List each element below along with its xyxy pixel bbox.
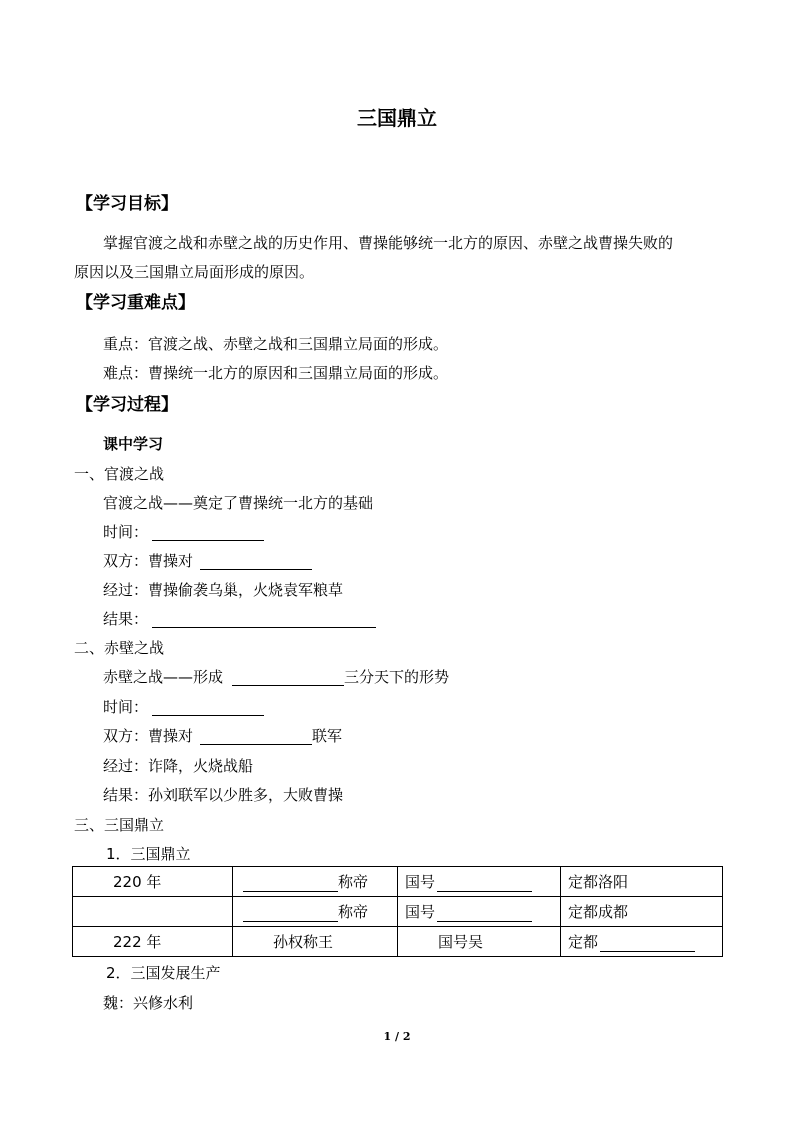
part2-process: 经过：诈降，火烧战船 xyxy=(103,757,254,775)
row3-capital-label: 定都 xyxy=(568,933,599,951)
part2-time-blank[interactable] xyxy=(152,715,264,716)
table-cell xyxy=(398,927,561,957)
table-cell xyxy=(233,897,398,927)
part1-heading: 一、官渡之战 xyxy=(74,465,165,483)
row3-year: 222 年 xyxy=(113,933,162,951)
part2-result: 结果：孙刘联军以少胜多，大败曹操 xyxy=(103,786,344,804)
table-row xyxy=(73,867,723,897)
part2-sides-blank[interactable] xyxy=(200,744,312,745)
part2-time-label: 时间： xyxy=(103,698,149,716)
part3-sub2: 2．三国发展生产 xyxy=(106,964,221,982)
part1-intro: 官渡之战——奠定了曹操统一北方的基础 xyxy=(103,494,374,512)
part1-sides-blank[interactable] xyxy=(200,569,312,570)
part1-process: 经过：曹操偷袭乌巢，火烧袁军粮草 xyxy=(103,581,344,599)
row1-title-suffix: 称帝 xyxy=(338,873,369,891)
part3-sub1: 1．三国鼎立 xyxy=(106,845,191,863)
section-heading-objectives: 【学习目标】 xyxy=(76,194,178,214)
table-cell xyxy=(398,897,561,927)
row3-title: 孙权称王 xyxy=(273,933,334,951)
part1-sides-label: 双方：曹操对 xyxy=(103,552,194,570)
table-cell xyxy=(73,897,233,927)
part2-heading: 二、赤壁之战 xyxy=(74,639,165,657)
objectives-line-1: 掌握官渡之战和赤壁之战的历史作用、曹操能够统一北方的原因、赤壁之战曹操失败的 xyxy=(103,234,674,252)
table-cell xyxy=(233,927,398,957)
row2-country-blank[interactable] xyxy=(437,921,532,922)
row1-emperor-blank[interactable] xyxy=(243,891,338,892)
page-number: 1 / 2 xyxy=(383,1030,411,1043)
subheading-in-class: 课中学习 xyxy=(103,435,164,453)
part1-result-label: 结果： xyxy=(103,610,149,628)
table-cell xyxy=(561,867,723,897)
row1-capital: 定都洛阳 xyxy=(568,873,629,891)
row3-country: 国号吴 xyxy=(438,933,484,951)
part1-time-label: 时间： xyxy=(103,523,149,541)
part1-time-blank[interactable] xyxy=(152,540,264,541)
row1-year: 220 年 xyxy=(113,873,162,891)
section-heading-process: 【学习过程】 xyxy=(76,395,178,415)
table-cell xyxy=(561,927,723,957)
table-row xyxy=(73,927,723,957)
part2-sides-suffix: 联军 xyxy=(312,727,343,745)
row1-country-blank[interactable] xyxy=(437,891,532,892)
page-title: 三国鼎立 xyxy=(357,106,437,130)
table-cell xyxy=(73,927,233,957)
part2-intro-suffix: 三分天下的形势 xyxy=(344,668,450,686)
section-heading-key-points: 【学习重难点】 xyxy=(76,293,195,313)
part3-heading: 三、三国鼎立 xyxy=(74,816,165,834)
part2-sides-label: 双方：曹操对 xyxy=(103,727,194,745)
row1-country-label: 国号 xyxy=(405,873,436,891)
row2-country-label: 国号 xyxy=(405,903,436,921)
table-cell xyxy=(233,867,398,897)
part2-intro-prefix: 赤壁之战——形成 xyxy=(103,668,224,686)
row3-capital-blank[interactable] xyxy=(600,951,695,952)
part3-wei: 魏：兴修水利 xyxy=(103,994,194,1012)
difficulty-text: 难点：曹操统一北方的原因和三国鼎立局面的形成。 xyxy=(103,364,449,382)
table-cell xyxy=(73,867,233,897)
table-row xyxy=(73,897,723,927)
part1-result-blank[interactable] xyxy=(152,627,376,628)
table-cell xyxy=(561,897,723,927)
row2-title-suffix: 称帝 xyxy=(338,903,369,921)
row2-emperor-blank[interactable] xyxy=(243,921,338,922)
objectives-line-2: 原因以及三国鼎立局面形成的原因。 xyxy=(74,263,315,281)
table-cell xyxy=(398,867,561,897)
row2-capital: 定都成都 xyxy=(568,903,629,921)
three-kingdoms-table xyxy=(72,866,723,957)
part2-intro-blank[interactable] xyxy=(232,685,344,686)
key-point-text: 重点：官渡之战、赤壁之战和三国鼎立局面的形成。 xyxy=(103,335,449,353)
